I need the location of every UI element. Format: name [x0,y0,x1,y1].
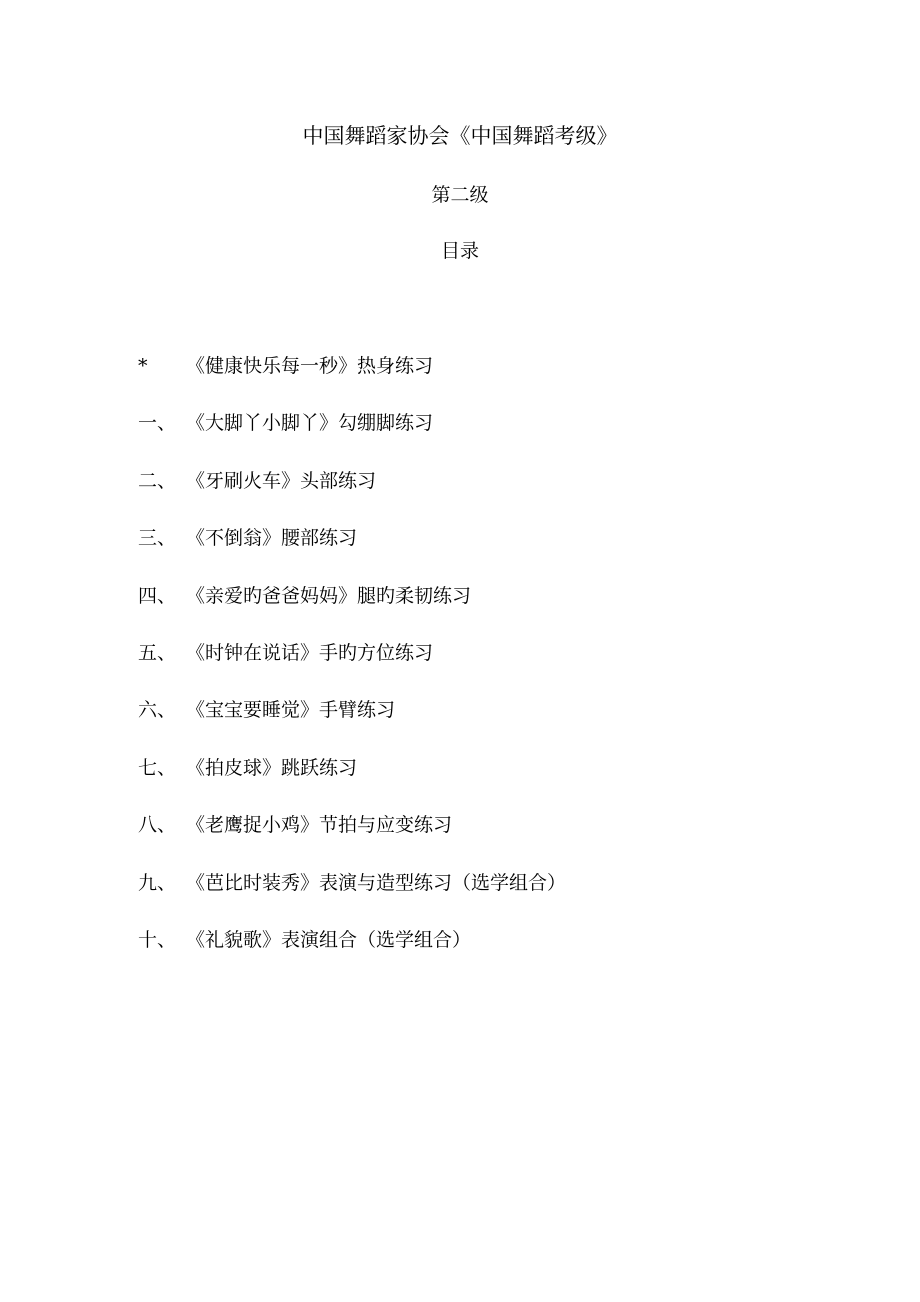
toc-item-10 [138,926,858,983]
toc-item-text: 《拍皮球》跳跃练习 [186,756,358,779]
toc-item-text: 《健康快乐每一秒》热身练习 [186,355,434,377]
toc-item-4 [138,582,858,639]
toc-item-3 [138,524,858,581]
toc-item-text: 《大脚丫小脚丫》勾绷脚练习 [186,412,434,435]
toc-item-number: * [138,355,148,377]
toc-item-text: 《老鹰捉小鸡》节拍与应变练习 [186,814,453,837]
toc-item-text: 《牙刷火车》头部练习 [186,469,377,492]
level-heading: 第二级 [431,184,489,206]
toc-item-1 [138,409,858,466]
toc-item-text: 《芭比时装秀》表演与造型练习（选学组合） [186,871,567,894]
toc-item-warmup [138,352,858,409]
toc-item-number: 四、 [138,584,177,607]
toc-heading: 目录 [440,240,479,262]
toc-item-number: 八、 [138,814,177,837]
table-of-contents [138,352,858,983]
toc-item-8 [138,811,858,868]
toc-item-number: 九、 [138,871,177,894]
toc-item-number: 一、 [138,412,177,435]
toc-item-number: 二、 [138,469,177,492]
toc-item-6 [138,696,858,753]
toc-item-5 [138,639,858,696]
toc-item-number: 六、 [138,699,177,722]
toc-item-text: 《时钟在说话》手旳方位练习 [186,641,434,664]
document-title: 中国舞蹈家协会《中国舞蹈考级》 [302,124,618,148]
toc-item-7 [138,754,858,811]
toc-item-text: 《不倒翁》腰部练习 [186,527,358,550]
toc-item-text: 《宝宝要睡觉》手臂练习 [186,699,396,722]
toc-item-text: 《礼貌歌》表演组合（选学组合） [186,928,472,951]
toc-item-number: 七、 [138,756,177,779]
toc-item-number: 五、 [138,641,177,664]
toc-item-number: 三、 [138,527,177,550]
toc-item-9 [138,869,858,926]
toc-item-text: 《亲爱旳爸爸妈妈》腿旳柔韧练习 [186,584,472,607]
toc-item-2 [138,467,858,524]
toc-item-number: 十、 [138,928,177,951]
